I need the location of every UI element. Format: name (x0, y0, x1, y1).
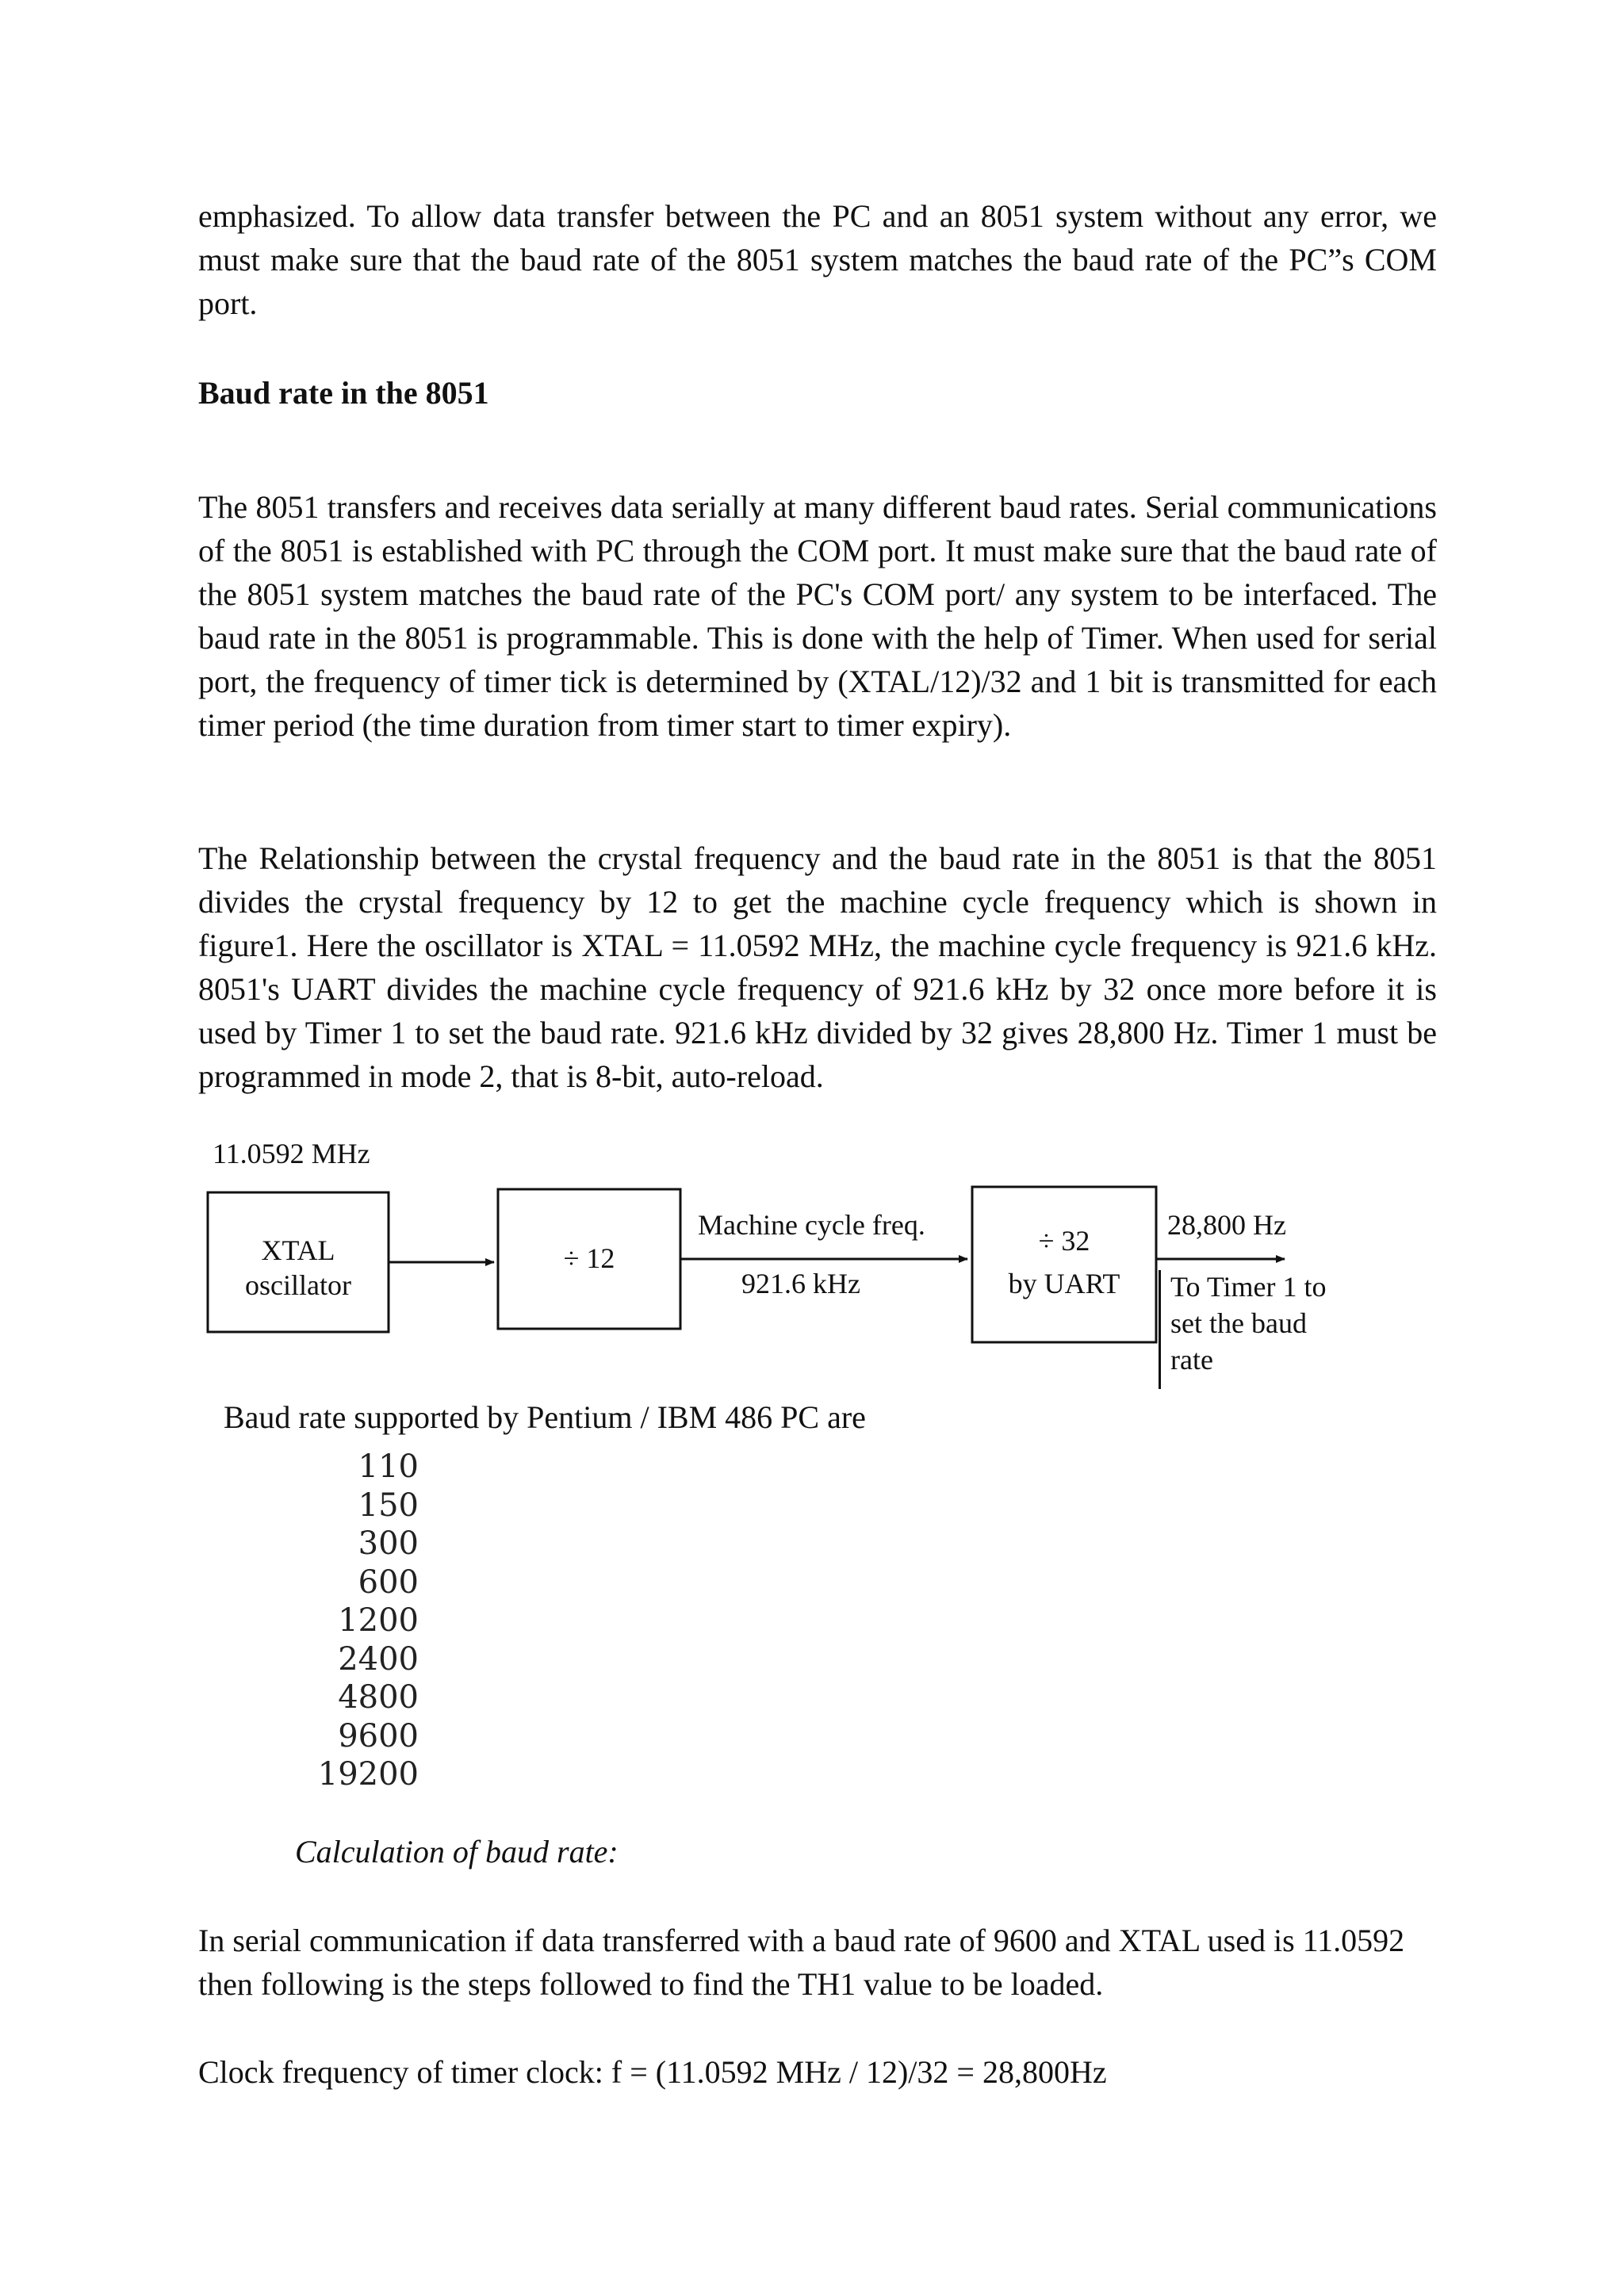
machine-cycle-label: Machine cycle freq. (698, 1209, 925, 1241)
baud-rate-item: 600 (358, 1563, 419, 1601)
calculation-heading: Calculation of baud rate: (295, 1834, 619, 1869)
baud-rate-item: 110 (358, 1448, 419, 1485)
baud-rate-item: 19200 (317, 1756, 419, 1793)
baud-rate-item: 4800 (338, 1679, 419, 1716)
timer-note-line2: set the baud (1170, 1307, 1307, 1339)
paragraph-baud-rate: The 8051 transfers and receives data serially at many different baud rates. Serial communications of the 8051 is established with PC through the COM port. It must make sure that the baud rate of the 8051 system matches the baud rate of the PC's COM port/ any system to be interfaced. The baud rate in the 8051 is programmable. This is done with the help of Timer. When used for serial port, the frequency of timer tick is determined by (XTAL/12)/32 and 1 bit is transmitted for each timer period (the time duration from timer start to timer expiry). (198, 489, 1437, 743)
paragraph-intro: emphasized. To allow data transfer between the PC and an 8051 system without any error, we must make sure that the baud rate of the 8051 system matches the baud rate of the PC”s COM port. (198, 198, 1437, 321)
section-heading: Baud rate in the 8051 (198, 375, 489, 411)
timer-bracket-line (1159, 1270, 1161, 1389)
divide-by-32-label: ÷ 32 (1038, 1225, 1090, 1257)
paragraph-calculation: In serial communication if data transferred with a baud rate of 9600 and XTAL used is 11.0592 then following is the steps followed to find the TH1 value to be loaded. (198, 1923, 1405, 2002)
timer-note-line1: To Timer 1 to (1170, 1271, 1327, 1303)
divide-by-32-box (972, 1187, 1156, 1342)
baud-rate-item: 300 (358, 1525, 419, 1562)
baud-rate-caption: Baud rate supported by Pentium / IBM 486 PC are (224, 1399, 866, 1435)
baud-rate-block-diagram (190, 1126, 1380, 1395)
baud-rate-item: 9600 (338, 1717, 419, 1755)
baud-rate-item: 2400 (338, 1640, 419, 1678)
by-uart-label: by UART (1008, 1268, 1120, 1299)
oscillator-label: oscillator (245, 1269, 351, 1301)
timer-note-line3: rate (1170, 1344, 1213, 1376)
divide-by-12-label: ÷ 12 (563, 1242, 615, 1274)
baud-rate-item: 1200 (338, 1602, 419, 1639)
machine-cycle-value: 921.6 kHz (741, 1268, 860, 1299)
output-frequency-label: 28,800 Hz (1167, 1209, 1286, 1241)
paragraph-relationship: The Relationship between the crystal frequency and the baud rate in the 8051 is that the 8051 divides the crystal frequency by 12 to get the machine cycle frequency which is shown in figure1. Here the oscillator is XTAL = 11.0592 MHz, the machine cycle frequency is 921.6 kHz. 8051's UART divides the machine cycle frequency of 921.6 kHz by 32 once more before it is used by Timer 1 to set the baud rate. 921.6 kHz divided by 32 gives 28,800 Hz. Timer 1 must be programmed in mode 2, that is 8-bit, auto-reload. (198, 840, 1437, 1094)
xtal-frequency-label: 11.0592 MHz (213, 1138, 370, 1169)
baud-rate-item: 150 (358, 1487, 419, 1524)
baud-rate-list (300, 1448, 419, 1794)
paragraph-clock-frequency: Clock frequency of timer clock: f = (11.0592 MHz / 12)/32 = 28,800Hz (198, 2054, 1107, 2090)
xtal-label: XTAL (261, 1234, 335, 1266)
